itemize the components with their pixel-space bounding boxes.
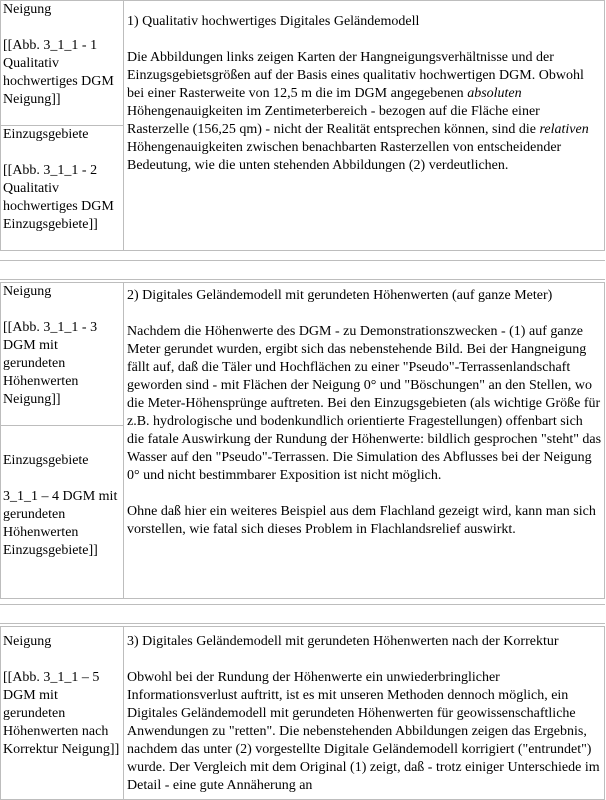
section-1-neigung-figure-ref: [[Abb. 3_1_1 - 1 Qualitativ hochwertiges DGM Neigung]] bbox=[3, 38, 114, 107]
section-3-neigung-label: Neigung bbox=[3, 634, 52, 649]
section-separator bbox=[0, 604, 605, 624]
section-2-einzugsgebiete-label: Einzugsgebiete bbox=[3, 453, 89, 468]
section-2-neigung-cell bbox=[1, 283, 124, 426]
section-1-einzugsgebiete-label: Einzugsgebiete bbox=[3, 127, 89, 142]
section-2-einzugsgebiete-cell bbox=[1, 426, 124, 599]
section-2-paragraph-2: Ohne daß hier ein weiteres Beispiel aus dem Flachland gezeigt wird, kann man sich vorstellen, wie fatal sich dieses Problem in Flachlandsrelief auswirkt. bbox=[127, 504, 596, 537]
section-1-einzugsgebiete-figure-ref: [[Abb. 3_1_1 - 2 Qualitativ hochwertiges DGM Einzugsgebiete]] bbox=[3, 163, 114, 232]
section-3-heading: 3) Digitales Geländemodell mit gerundeten Höhenwerten nach der Korrektur bbox=[127, 634, 559, 649]
section-2-einzugsgebiete-figure-ref: 3_1_1 – 4 DGM mit gerundeten Höhenwerten Einzugsgebiete]] bbox=[3, 489, 118, 558]
section-1-table bbox=[0, 0, 605, 251]
section-1-paragraph: Die Abbildungen links zeigen Karten der Hangneigungsverhältnisse und der Einzugsgebietsgrößen auf der Basis eines qualitativ hochwertigen DGM. Obwohl bei einer Rasterweite von 12,5 m die im DGM angegebenen absoluten Höhengenauigkeiten im Zentimeterbereich - bezogen auf die Fläche einer Rasterzelle (156,25 qm) - nicht der Realität entsprechen können, sind die relativen Höhengenauigkeiten zwischen benachbarten Rasterzellen von entscheidender Bedeutung, wie die unten stehenden Abbildungen (2) verdeutlichen. bbox=[127, 50, 589, 173]
section-1-einzugsgebiete-cell bbox=[1, 126, 124, 251]
section-2-neigung-figure-ref: [[Abb. 3_1_1 - 3 DGM mit gerundeten Höhenwerten Neigung]] bbox=[3, 320, 98, 407]
emphasis-absoluten: absoluten bbox=[467, 86, 522, 101]
section-1-text-cell bbox=[124, 1, 605, 251]
emphasis-relativen: relativen bbox=[539, 122, 589, 137]
section-3-neigung-figure-ref: [[Abb. 3_1_1 – 5 DGM mit gerundeten Höhenwerten nach Korrektur Neigung]] bbox=[3, 670, 120, 757]
section-2-heading: 2) Digitales Geländemodell mit gerundeten Höhenwerten (auf ganze Meter) bbox=[127, 288, 553, 303]
section-1-neigung-label: Neigung bbox=[3, 2, 52, 17]
section-3-paragraph: Obwohl bei der Rundung der Höhenwerte ein unwiederbringlicher Informationsverlust auftritt, ist es mit unseren Methoden dennoch möglich, ein Digitales Geländemodell mit gerundeten Höhenwerten für geowissenschaftliche Anwendungen zu "retten". Die nebenstehenden Abbildungen zeigen das Ergebnis, nachdem das unter (2) vorgestellte Digitale Geländemodell korrigiert ("entrundet") wurde. Der Vergleich mit dem Original (1) zeigt, daß - trotz einiger Unterschiede im Detail - eine gute Annäherung an bbox=[127, 670, 600, 793]
section-1-heading: 1) Qualitativ hochwertiges Digitales Geländemodell bbox=[127, 14, 420, 29]
section-separator bbox=[0, 260, 605, 280]
section-2-neigung-label: Neigung bbox=[3, 284, 52, 299]
section-3-table bbox=[0, 626, 605, 800]
section-3-text-cell bbox=[124, 627, 605, 800]
section-1-neigung-cell bbox=[1, 1, 124, 126]
section-2-table bbox=[0, 282, 605, 599]
section-2-paragraph-1: Nachdem die Höhenwerte des DGM - zu Demonstrationszwecken - (1) auf ganze Meter gerundet wurden, ergibt sich das nebenstehende Bild. Bei der Hangneigung fällt auf, daß die Täler und Hochflächen zu einer "Pseudo"-Terrassenlandschaft geworden sind - mit Flächen der Neigung 0° und "Böschungen" an den Stellen, wo die Meter-Höhensprünge auftreten. Bei den Einzugsgebieten (als wichtige Größe für z.B. hydrologische und bodenkundlich orientierte Fragestellungen) offenbart sich die fatale Auswirkung der Rundung der Höhenwerte: bildlich gesprochen "steht" das Wasser auf den "Pseudo"-Terrassen. Die Simulation des Abflusses bei der Neigung 0° und nicht bestimmbarer Exposition ist nicht möglich. bbox=[127, 324, 602, 483]
section-3-neigung-cell bbox=[1, 627, 124, 800]
section-2-text-cell bbox=[124, 283, 605, 599]
